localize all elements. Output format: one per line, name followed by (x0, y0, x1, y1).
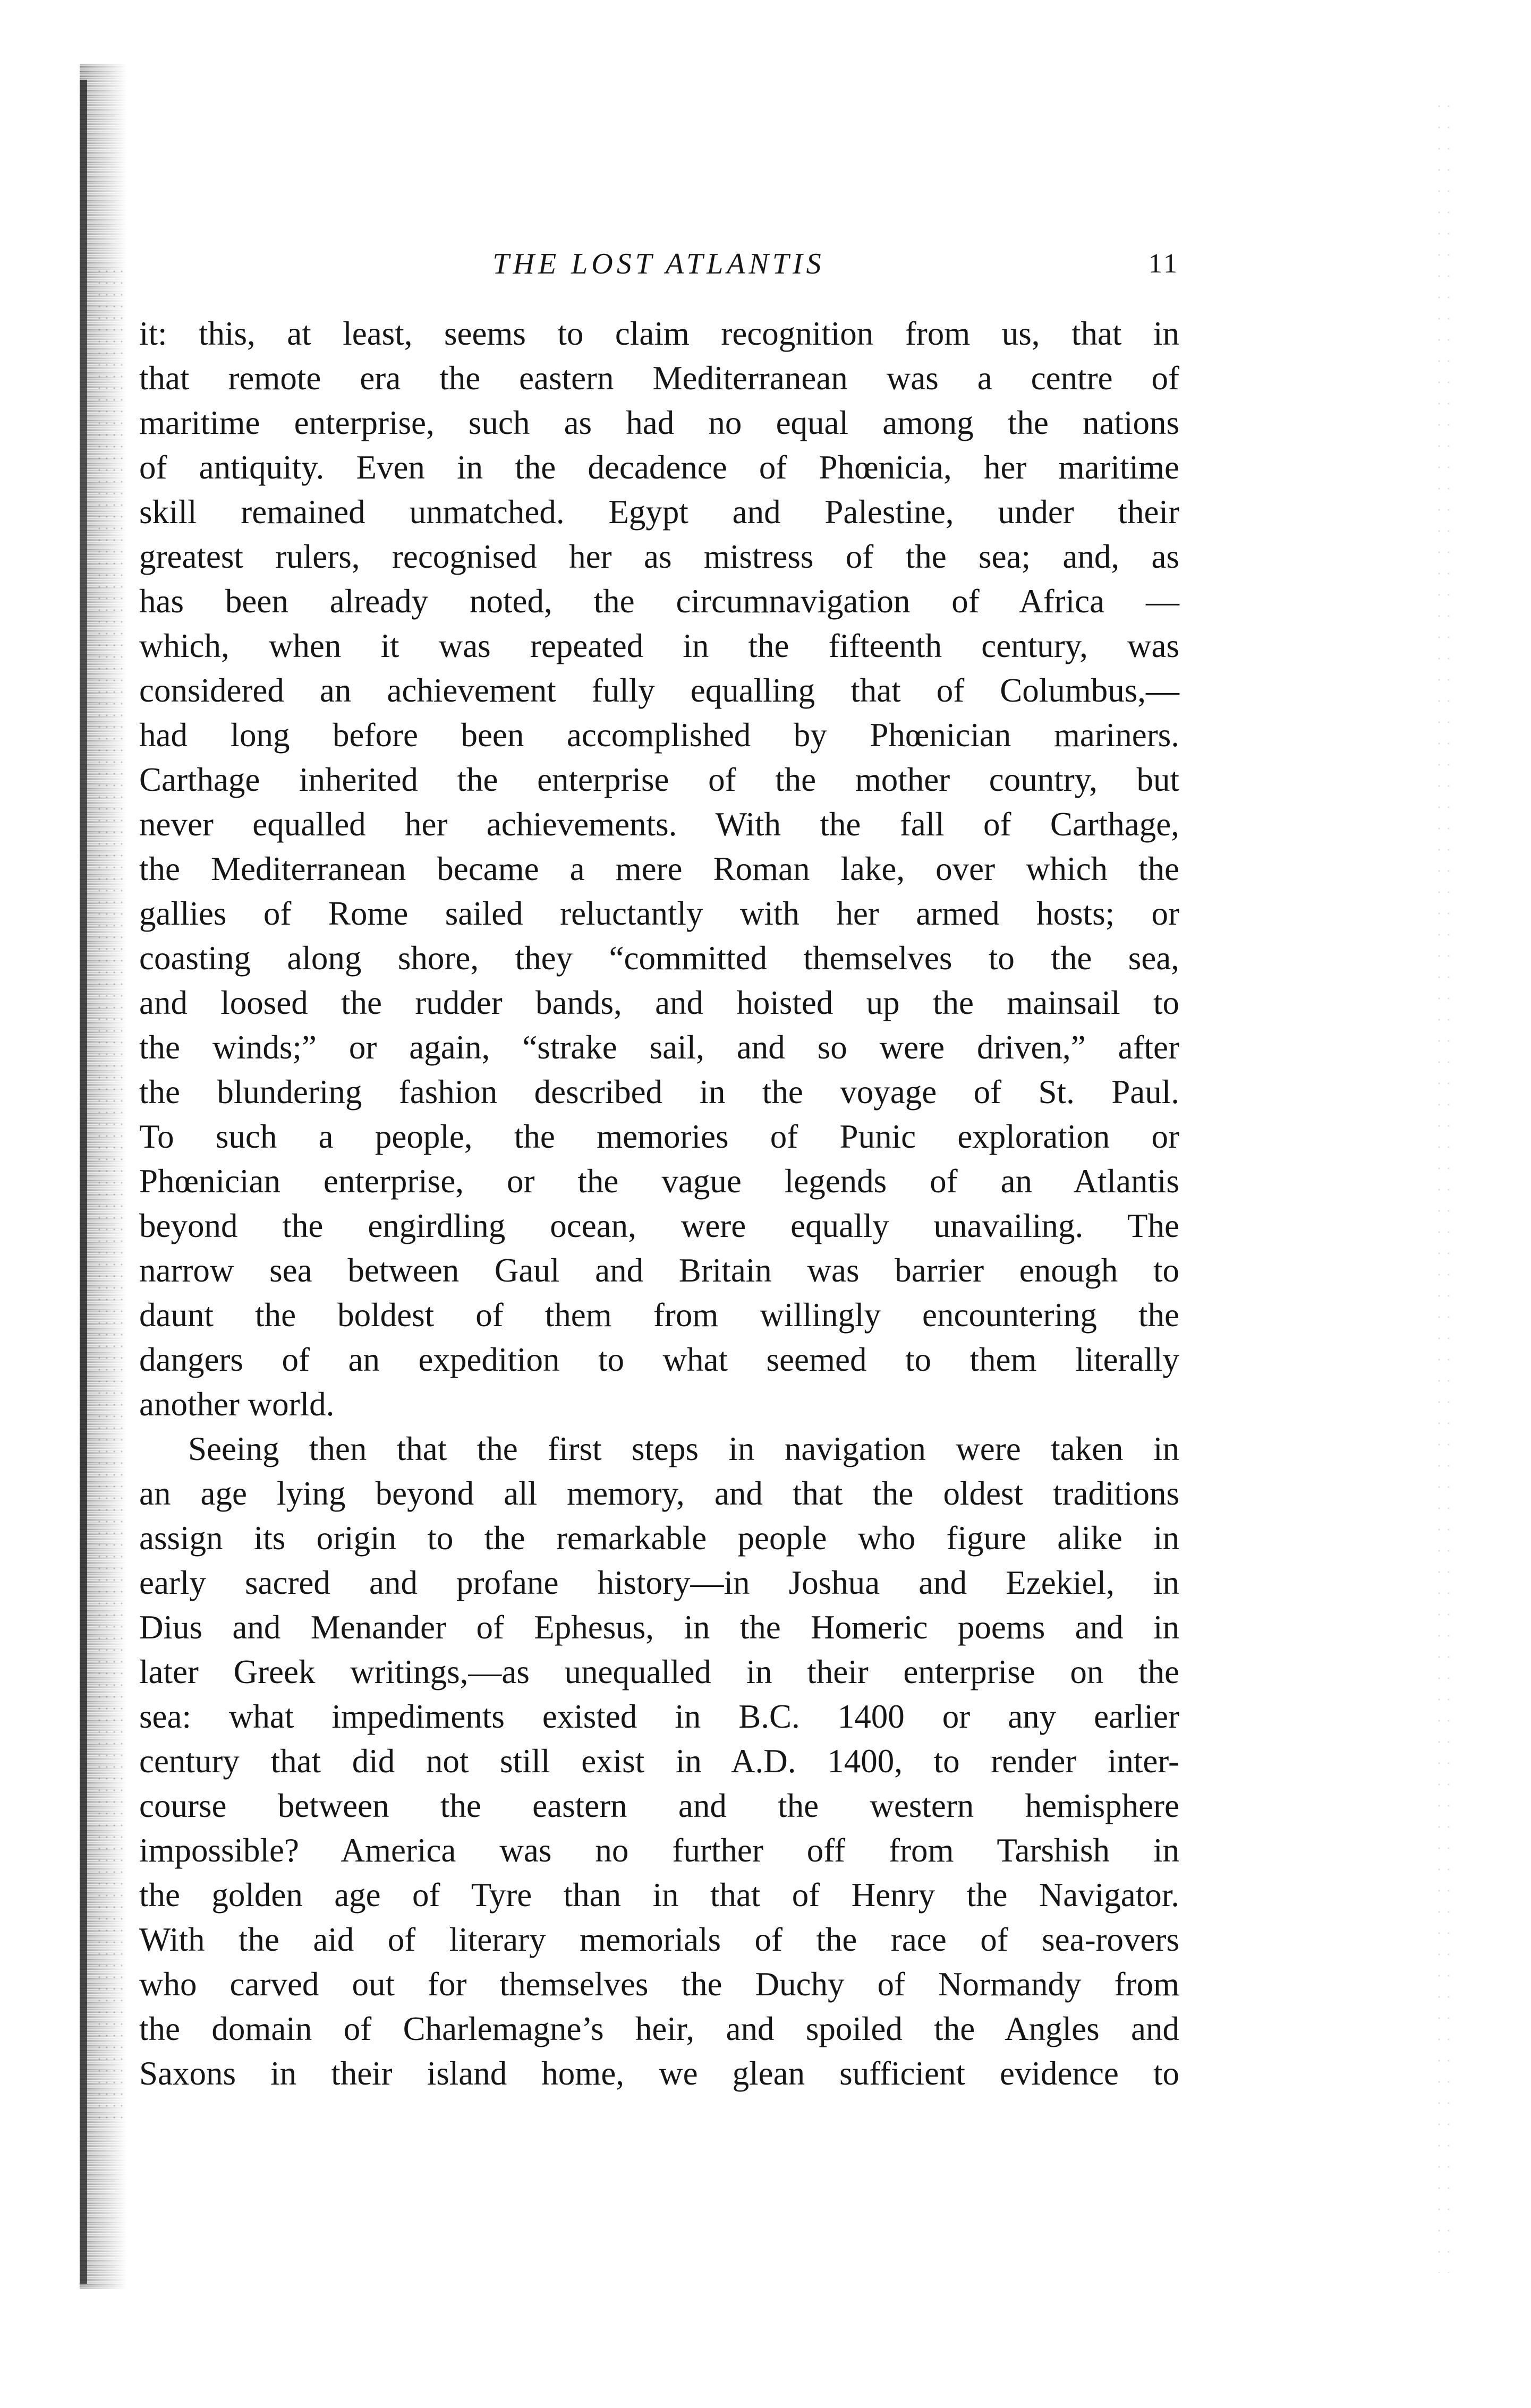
text-line: of antiquity. Even in the decadence of Phœnicia, her maritime (139, 449, 1179, 486)
text-line: dangers of an expedition to what seemed to them literally (139, 1341, 1179, 1378)
text-line: century that did not still exist in A.D. 1400, to render inter- (139, 1743, 1179, 1780)
page-number: 11 (1148, 249, 1179, 279)
text-line: Carthage inherited the enterprise of the mother country, but (139, 761, 1179, 798)
text-line: that remote era the eastern Mediterranean was a centre of (139, 360, 1179, 397)
running-title: THE LOST ATLANTIS (492, 247, 825, 280)
text-line: narrow sea between Gaul and Britain was barrier enough to (139, 1252, 1179, 1289)
text-line: it: this, at least, seems to claim recognition from us, that in (139, 315, 1179, 352)
text-line: To such a people, the memories of Punic exploration or (139, 1118, 1179, 1155)
text-line: the golden age of Tyre than in that of Henry the Navigator. (139, 1876, 1179, 1914)
text-line: the blundering fashion described in the voyage of St. Paul. (139, 1073, 1179, 1111)
text-line: skill remained unmatched. Egypt and Palestine, under their (139, 493, 1179, 531)
text-line: the winds;” or again, “strake sail, and so were driven,” after (139, 1029, 1179, 1066)
text-line: Saxons in their island home, we glean sufficient evidence to (139, 2055, 1179, 2092)
text-line: never equalled her achievements. With the fall of Carthage, (139, 806, 1179, 843)
text-line: assign its origin to the remarkable people who figure alike in (139, 1519, 1179, 1557)
text-line: With the aid of literary memorials of the race of sea-rovers (139, 1921, 1179, 1958)
text-line: Phœnician enterprise, or the vague legends of an Atlantis (139, 1163, 1179, 1200)
body-text (139, 311, 1179, 2096)
text-line: which, when it was repeated in the fifteenth century, was (139, 627, 1179, 664)
text-line: coasting along shore, they “committed themselves to the sea, (139, 940, 1179, 977)
text-line: has been already noted, the circumnavigation of Africa — (139, 583, 1179, 620)
scan-speckle-left (96, 266, 127, 2124)
text-line: impossible? America was no further off from Tarshish in (139, 1832, 1179, 1869)
text-line: early sacred and profane history—in Joshua and Ezekiel, in (139, 1564, 1179, 1601)
text-line: beyond the engirdling ocean, were equally unavailing. The (139, 1207, 1179, 1244)
text-line: course between the eastern and the western hemisphere (139, 1787, 1179, 1824)
text-line: an age lying beyond all memory, and that the oldest traditions (139, 1475, 1179, 1512)
running-header (138, 245, 1179, 283)
text-line: gallies of Rome sailed reluctantly with her armed hosts; or (139, 895, 1179, 932)
text-line: another world. (139, 1386, 335, 1423)
text-line: Seeing then that the first steps in navigation were taken in (188, 1430, 1179, 1467)
text-line: daunt the boldest of them from willingly encountering the (139, 1296, 1179, 1334)
text-line: had long before been accomplished by Phœnician mariners. (139, 716, 1179, 754)
text-line: sea: what impediments existed in B.C. 1400 or any earlier (139, 1698, 1179, 1735)
text-line: the domain of Charlemagne’s heir, and spoiled the Angles and (139, 2010, 1179, 2047)
text-line: maritime enterprise, such as had no equal among the nations (139, 404, 1179, 441)
text-line: greatest rulers, recognised her as mistress of the sea; and, as (139, 538, 1179, 575)
text-line: who carved out for themselves the Duchy of Normandy from (139, 1966, 1179, 2003)
text-line: Dius and Menander of Ephesus, in the Homeric poems and in (139, 1609, 1179, 1646)
binding-edge (80, 80, 87, 2284)
text-line: later Greek writings,—as unequalled in their enterprise on the (139, 1653, 1179, 1690)
text-line: and loosed the rudder bands, and hoisted up the mainsail to (139, 984, 1179, 1021)
text-line: the Mediterranean became a mere Roman lake, over which the (139, 850, 1179, 887)
scan-speckle-right (1434, 96, 1456, 2273)
text-line: considered an achievement fully equalling that of Columbus,— (139, 672, 1179, 709)
